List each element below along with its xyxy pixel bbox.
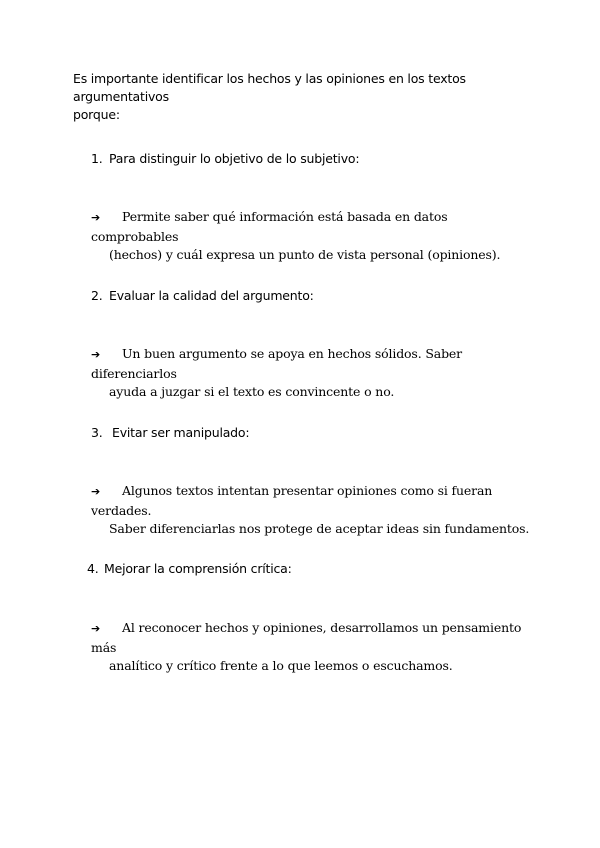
- section-1-bullet: [91, 208, 531, 265]
- intro-line-2: porque:: [73, 107, 120, 122]
- section-3-heading: [91, 424, 249, 442]
- section-3-bullet-line-2: Saber diferenciarlas nos protege de aceptar ideas sin fundamentos.: [109, 521, 530, 536]
- section-2-heading: [91, 287, 314, 305]
- section-3-title: Evitar ser manipulado:: [112, 425, 250, 440]
- section-4-heading: [87, 560, 292, 578]
- section-4-bullet-line-2: analítico y crítico frente a lo que leemos o escuchamos.: [109, 658, 453, 673]
- section-1-bullet-line-1: Permite saber qué información está basada en datos comprobables: [91, 209, 448, 244]
- section-2-bullet-line-1: Un buen argumento se apoya en hechos sólidos. Saber diferenciarlos: [91, 346, 462, 381]
- section-4-title: Mejorar la comprensión crítica:: [104, 561, 292, 576]
- section-2-bullet-line-2: ayuda a juzgar si el texto es convincente o no.: [109, 384, 395, 399]
- section-1-title: Para distinguir lo objetivo de lo subjetivo:: [109, 151, 360, 166]
- arrow-right-icon: ➔: [91, 622, 101, 635]
- arrow-right-icon: ➔: [91, 348, 101, 361]
- intro-paragraph: [73, 70, 533, 124]
- section-1-number: 1.: [91, 151, 103, 166]
- section-2-bullet: [91, 345, 531, 402]
- section-4-bullet: [91, 619, 531, 676]
- arrow-right-icon: ➔: [91, 211, 101, 224]
- section-4-number: 4.: [87, 561, 99, 576]
- section-2-title: Evaluar la calidad del argumento:: [109, 288, 314, 303]
- section-3-bullet-line-1: Algunos textos intentan presentar opiniones como si fueran verdades.: [91, 483, 493, 518]
- section-2-number: 2.: [91, 288, 103, 303]
- section-3-number: 3.: [91, 425, 103, 440]
- intro-line-1: Es importante identificar los hechos y las opiniones en los textos argumentativos: [73, 71, 466, 104]
- arrow-right-icon: ➔: [91, 485, 101, 498]
- section-1-heading: [91, 150, 359, 168]
- section-3-bullet: [91, 482, 531, 539]
- section-1-bullet-line-2: (hechos) y cuál expresa un punto de vista personal (opiniones).: [109, 247, 501, 262]
- section-4-bullet-line-1: Al reconocer hechos y opiniones, desarrollamos un pensamiento más: [91, 620, 522, 655]
